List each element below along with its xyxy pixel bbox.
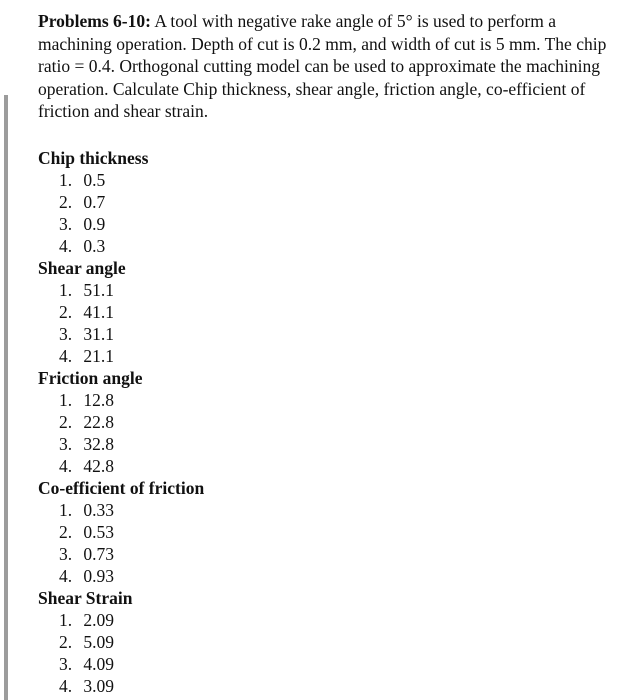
option-item xyxy=(59,675,598,697)
problem-label: Problems 6-10: xyxy=(38,11,151,31)
option-item xyxy=(59,345,598,367)
option-value: 2.09 xyxy=(83,610,114,630)
option-item xyxy=(59,631,598,653)
option-number: 1. xyxy=(59,500,73,520)
option-item xyxy=(59,411,598,433)
option-item xyxy=(59,323,598,345)
question-title: Friction angle xyxy=(38,368,143,388)
option-number: 4. xyxy=(59,676,73,696)
option-value: 41.1 xyxy=(83,302,114,322)
option-number: 3. xyxy=(59,434,73,454)
option-number: 3. xyxy=(59,544,73,564)
option-item xyxy=(59,609,598,631)
question-friction-angle xyxy=(38,367,598,477)
option-number: 4. xyxy=(59,236,73,256)
question-shear-angle xyxy=(38,257,598,367)
question-coefficient-of-friction xyxy=(38,477,598,587)
option-value: 42.8 xyxy=(83,456,114,476)
option-value: 0.53 xyxy=(83,522,114,542)
option-item xyxy=(59,213,598,235)
option-value: 12.8 xyxy=(83,390,114,410)
option-value: 31.1 xyxy=(83,324,114,344)
question-chip-thickness xyxy=(38,147,598,257)
option-number: 3. xyxy=(59,654,73,674)
question-title: Shear angle xyxy=(38,258,126,278)
option-number: 2. xyxy=(59,632,73,652)
left-margin-rule xyxy=(4,95,8,700)
option-item xyxy=(59,389,598,411)
question-list xyxy=(38,147,598,697)
option-value: 51.1 xyxy=(83,280,114,300)
option-item xyxy=(59,191,598,213)
option-item xyxy=(59,521,598,543)
option-item xyxy=(59,499,598,521)
option-value: 3.09 xyxy=(83,676,114,696)
option-item xyxy=(59,653,598,675)
option-item xyxy=(59,301,598,323)
option-number: 2. xyxy=(59,522,73,542)
option-value: 0.7 xyxy=(83,192,106,212)
option-list xyxy=(38,169,598,257)
question-title: Chip thickness xyxy=(38,148,149,168)
question-title: Shear Strain xyxy=(38,588,133,608)
problem-text: A tool with negative rake angle of 5° is used to perform a machining operation. Depth of cut is 0.2 mm, and width of cut is 5 mm. The chip ratio = 0.4. Orthogonal cutting model can be used to approximate the machining operation. Calculate Chip thickness, shear angle, friction angle, co-efficient of friction and shear strain. xyxy=(38,11,607,121)
option-value: 22.8 xyxy=(83,412,114,432)
option-list xyxy=(38,279,598,367)
question-shear-strain xyxy=(38,587,598,697)
option-number: 1. xyxy=(59,390,73,410)
option-list xyxy=(38,389,598,477)
option-number: 1. xyxy=(59,610,73,630)
option-item xyxy=(59,543,598,565)
option-number: 4. xyxy=(59,456,73,476)
option-value: 0.73 xyxy=(83,544,114,564)
option-list xyxy=(38,609,598,697)
option-number: 3. xyxy=(59,324,73,344)
problem-statement xyxy=(38,10,618,123)
option-number: 4. xyxy=(59,346,73,366)
option-number: 2. xyxy=(59,412,73,432)
option-number: 1. xyxy=(59,280,73,300)
option-number: 2. xyxy=(59,302,73,322)
option-number: 4. xyxy=(59,566,73,586)
option-value: 0.93 xyxy=(83,566,114,586)
option-number: 3. xyxy=(59,214,73,234)
option-item xyxy=(59,279,598,301)
option-value: 21.1 xyxy=(83,346,114,366)
option-item xyxy=(59,565,598,587)
option-value: 0.33 xyxy=(83,500,114,520)
option-item xyxy=(59,169,598,191)
option-number: 1. xyxy=(59,170,73,190)
option-value: 4.09 xyxy=(83,654,114,674)
option-value: 32.8 xyxy=(83,434,114,454)
option-value: 0.3 xyxy=(83,236,106,256)
option-value: 0.9 xyxy=(83,214,106,234)
option-value: 5.09 xyxy=(83,632,114,652)
option-list xyxy=(38,499,598,587)
option-number: 2. xyxy=(59,192,73,212)
option-item xyxy=(59,235,598,257)
option-item xyxy=(59,455,598,477)
option-value: 0.5 xyxy=(83,170,106,190)
question-title: Co-efficient of friction xyxy=(38,478,205,498)
option-item xyxy=(59,433,598,455)
